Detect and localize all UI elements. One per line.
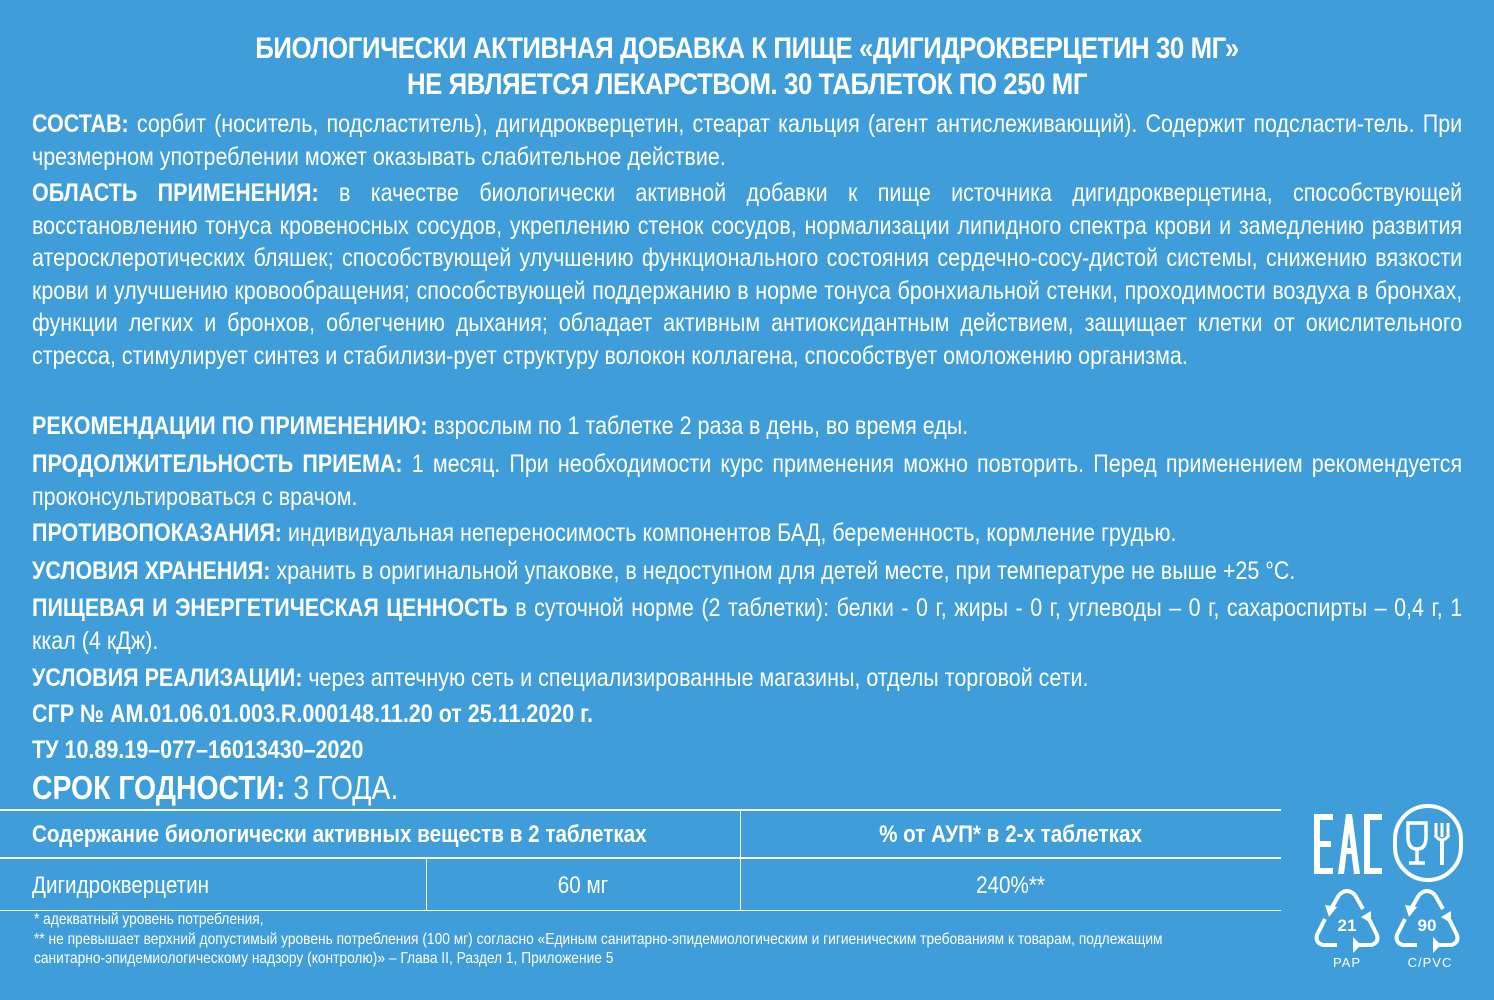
shelf-life <box>32 768 398 808</box>
duration-text: 1 месяц. При необходимости курс применения можно повторить. Перед применением рекомендуется проконсультироваться с врачом. <box>32 450 1463 511</box>
application-section <box>32 177 1462 372</box>
table-divider <box>740 811 741 857</box>
composition-section <box>32 108 1462 173</box>
sale-text: через аптечную сеть и специализированные магазины, отделы торговой сети. <box>302 664 1089 692</box>
technical-spec: ТУ 10.89.19–077–16013430–2020 <box>32 736 364 764</box>
table-header <box>0 809 1281 859</box>
application-label: ОБЛАСТЬ ПРИМЕНЕНИЯ: <box>32 179 319 207</box>
sale-label: УСЛОВИЯ РЕАЛИЗАЦИИ: <box>32 664 303 692</box>
application-text: в качестве биологически активной добавки к пище источника дигидрокверцетина, способствующей восстановлению тонуса кровеносных сосудов, укреплению стенок сосудов, нормализации липидного спектра крови и замедлению развития атеросклеротических бляшек; способствующей улучшению функционального состояния сердечно-сосу-дистой системы, снижению вязкости крови и улучшению кровообращения; способствующей поддержанию в норме тонуса бронхиальной стенки, проходимости воздуха в бронхах, функции легких и бронхов, облегчению дыхания; обладает активным антиоксидантным действием, защищает клетки от окислительного стресса, стимулирует синтез и стабилизи-рует структуру волокон коллагена, способствует омоложению организма. <box>32 179 1463 370</box>
table-cell-substance: Дигидрокверцетин <box>32 872 210 899</box>
table-divider <box>740 859 741 910</box>
nutrition-label: ПИЩЕВАЯ И ЭНЕРГЕТИЧЕСКАЯ ЦЕННОСТЬ <box>32 594 508 622</box>
duration-label: ПРОДОЛЖИТЕЛЬНОСТЬ ПРИЕМА: <box>32 450 403 478</box>
registration-number: СГР № AM.01.06.01.003.R.000148.11.20 от 25.11.2020 г. <box>32 700 593 728</box>
recycle-pvc-label: C/PVC <box>1407 955 1453 970</box>
nutrition-text: в суточной норме (2 таблетки): белки - 0 г, жиры - 0 г, углеводы – 0 г, сахароспирты – 0,4 г, 1 ккал (4 кДж). <box>32 594 1463 655</box>
footnote-2: ** не превышает верхний допустимый уровень потребления (100 мг) согласно «Единым санитарно-эпидемиологическим и гигиеническим требованиям к товарам, подлежащим <box>34 931 1163 948</box>
table-cell-percent: 240%** <box>976 872 1045 899</box>
contraindications-label: ПРОТИВОПОКАЗАНИЯ: <box>32 519 282 547</box>
table-row <box>0 859 1281 911</box>
storage-text: хранить в оригинальной упаковке, в недоступном для детей месте, при температуре не выше +25 °С. <box>270 557 1296 585</box>
shelf-life-value: 3 ГОДА. <box>285 769 399 806</box>
composition-label: СОСТАВ: <box>32 110 129 138</box>
recycle-pap-label: PAP <box>1332 955 1362 970</box>
recommendations-section <box>32 410 1462 443</box>
recommendations-text: взрослым по 1 таблетке 2 раза в день, во время еды. <box>427 412 969 440</box>
recycle-pap-number: 21 <box>1337 916 1357 935</box>
contraindications-section <box>32 517 1462 550</box>
food-contact-glass-fork-icon <box>1392 803 1464 883</box>
recycle-pvc-number: 90 <box>1417 916 1437 935</box>
eac-mark-icon <box>1312 810 1384 878</box>
contraindications-text: индивидуальная непереносимость компонентов БАД, беременность, кормление грудью. <box>281 519 1177 547</box>
shelf-life-label: СРОК ГОДНОСТИ: <box>32 769 286 806</box>
table-divider <box>426 859 427 910</box>
sale-section <box>32 662 1462 695</box>
recommendations-label: РЕКОМЕНДАЦИИ ПО ПРИМЕНЕНИЮ: <box>32 412 428 440</box>
table-header-percent: % от АУП* в 2-х таблетках <box>879 821 1142 848</box>
footnote-3: санитарно-эпидемиологическому надзору (контролю)» – Глава II, Раздел 1, Приложение 5 <box>34 950 614 967</box>
storage-section <box>32 555 1462 588</box>
duration-section <box>32 448 1462 513</box>
recycle-pvc-icon <box>1389 885 1465 957</box>
nutrition-section <box>32 592 1462 657</box>
title-line-2: НЕ ЯВЛЯЕТСЯ ЛЕКАРСТВОМ. 30 ТАБЛЕТОК ПО 250 МГ <box>406 68 1088 101</box>
table-cell-amount: 60 мг <box>557 872 609 899</box>
composition-text: сорбит (носитель, подсластитель), дигидрокверцетин, стеарат кальция (агент антислеживающий). Содержит подсласти-тель. При чрезмерном употреблении может оказывать слабительное действие. <box>32 110 1463 171</box>
recycle-pap-icon <box>1309 885 1385 957</box>
title-line-1: БИОЛОГИЧЕСКИ АКТИВНАЯ ДОБАВКА К ПИЩЕ «ДИГИДРОКВЕРЦЕТИН 30 МГ» <box>255 32 1239 65</box>
table-header-substance: Содержание биологически активных веществ в 2 таблетках <box>32 821 647 848</box>
storage-label: УСЛОВИЯ ХРАНЕНИЯ: <box>32 557 271 585</box>
footnote-1: * адекватный уровень потребления, <box>34 911 264 928</box>
